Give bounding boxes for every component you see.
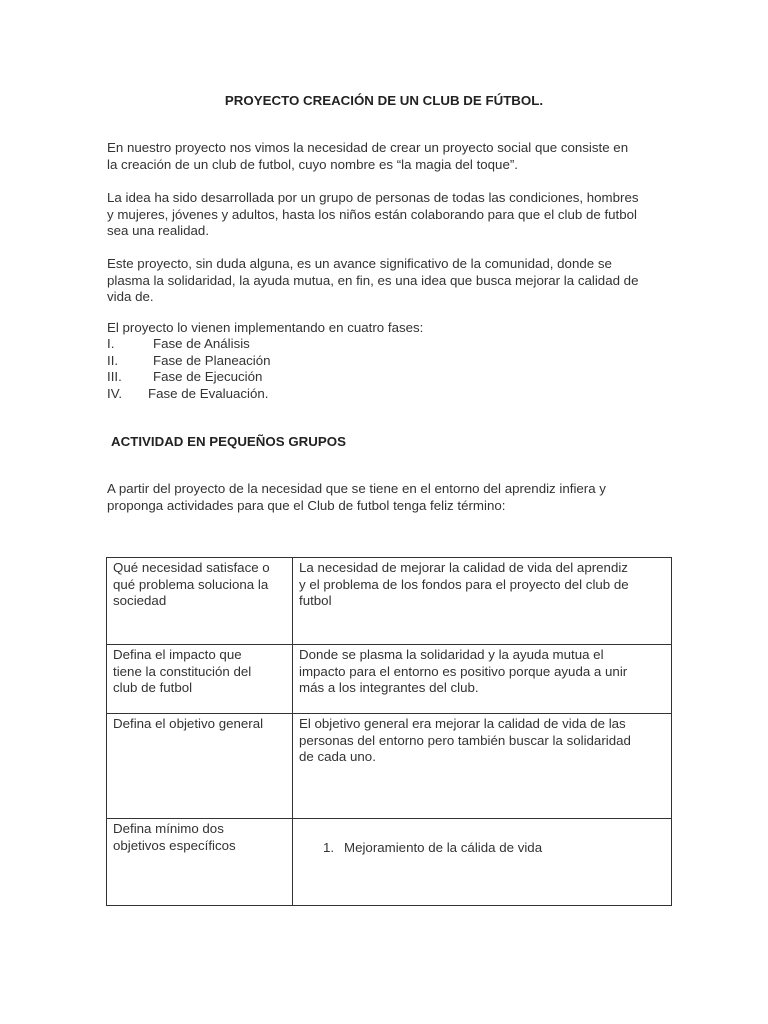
phase-label: Fase de Análisis <box>153 336 250 351</box>
paragraph-line: y mujeres, jóvenes y adultos, hasta los niños están colaborando para que el club de futbol <box>107 206 637 222</box>
objective-text: Mejoramiento de la cálida de vida <box>344 840 543 855</box>
paragraph-line: sea una realidad. <box>107 223 210 238</box>
cell-line: La necesidad de mejorar la calidad de vida del aprendiz <box>299 560 628 575</box>
cell-line: impacto para el entorno es positivo porque ayuda a unir <box>299 663 628 679</box>
phase-item <box>107 353 271 370</box>
table-cell-answer <box>293 714 672 819</box>
cell-line: personas del entorno pero también buscar la solidaridad <box>299 732 631 748</box>
cell-line: futbol <box>299 593 332 608</box>
cell-line: objetivos específicos <box>113 837 236 853</box>
objective-number: 1. <box>323 840 335 855</box>
phase-number: II. <box>107 352 119 368</box>
paragraph-line: En nuestro proyecto nos vimos la necesidad de crear un proyecto social que consiste en <box>107 140 629 155</box>
section-heading: ACTIVIDAD EN PEQUEÑOS GRUPOS <box>111 434 346 449</box>
cell-line: qué problema soluciona la <box>113 576 269 592</box>
cell-line: Defina el objetivo general <box>113 716 264 731</box>
table-cell-question <box>107 558 293 645</box>
table-row <box>107 819 672 906</box>
cell-line: tiene la constitución del <box>113 663 252 679</box>
table-cell-question <box>107 819 293 906</box>
cell-line: Defina el impacto que <box>113 647 242 662</box>
table-cell-question <box>107 714 293 819</box>
paragraph-line: la creación de un club de futbol, cuyo nombre es “la magia del toque”. <box>107 156 518 172</box>
phase-number: III. <box>107 369 122 385</box>
phase-list <box>107 336 271 403</box>
phase-item <box>107 386 271 403</box>
document-title: PROYECTO CREACIÓN DE UN CLUB DE FÚTBOL. <box>224 93 544 108</box>
paragraph-intro <box>107 140 667 173</box>
paragraph-line: plasma la solidaridad, la ayuda mutua, en fin, es una idea que busca mejorar la calidad de <box>107 272 639 288</box>
table-cell-answer <box>293 558 672 645</box>
objectives-list <box>323 840 665 857</box>
table-row <box>107 558 672 645</box>
activity-table <box>106 557 672 906</box>
instructions-paragraph <box>107 481 667 514</box>
table-cell-question <box>107 645 293 714</box>
paragraph-line: Este proyecto, sin duda alguna, es un avance significativo de la comunidad, donde se <box>107 256 612 271</box>
paragraph-phases-intro <box>107 320 667 337</box>
paragraph-idea <box>107 190 667 240</box>
cell-line: El objetivo general era mejorar la calidad de vida de las <box>299 716 626 731</box>
paragraph-line: A partir del proyecto de la necesidad que se tiene en el entorno del aprendiz infiera y <box>107 481 606 496</box>
cell-line: sociedad <box>113 593 167 608</box>
table-cell-answer <box>293 645 672 714</box>
phase-label: Fase de Ejecución <box>153 369 263 385</box>
paragraph-line: proponga actividades para que el Club de futbol tenga feliz término: <box>107 497 506 513</box>
cell-line: y el problema de los fondos para el proyecto del club de <box>299 576 629 592</box>
cell-line: Qué necesidad satisface o <box>113 560 270 575</box>
objective-item <box>323 840 665 857</box>
paragraph-line: La idea ha sido desarrollada por un grupo de personas de todas las condiciones, hombres <box>107 190 639 205</box>
table-row <box>107 714 672 819</box>
table-cell-answer <box>293 819 672 906</box>
phase-label: Fase de Evaluación. <box>148 386 269 402</box>
cell-line: más a los integrantes del club. <box>299 680 479 695</box>
cell-line: de cada uno. <box>299 749 376 764</box>
phase-item <box>107 336 271 353</box>
phase-item <box>107 369 271 386</box>
cell-line: Defina mínimo dos <box>113 821 224 836</box>
cell-line: club de futbol <box>113 680 193 695</box>
phase-number: IV. <box>107 386 123 402</box>
table-row <box>107 645 672 714</box>
paragraph-line: vida de. <box>107 289 154 304</box>
cell-line: Donde se plasma la solidaridad y la ayuda mutua el <box>299 647 604 662</box>
paragraph-line: El proyecto lo vienen implementando en cuatro fases: <box>107 320 424 335</box>
paragraph-project <box>107 256 667 306</box>
phase-number: I. <box>107 336 115 351</box>
phase-label: Fase de Planeación <box>153 352 271 368</box>
